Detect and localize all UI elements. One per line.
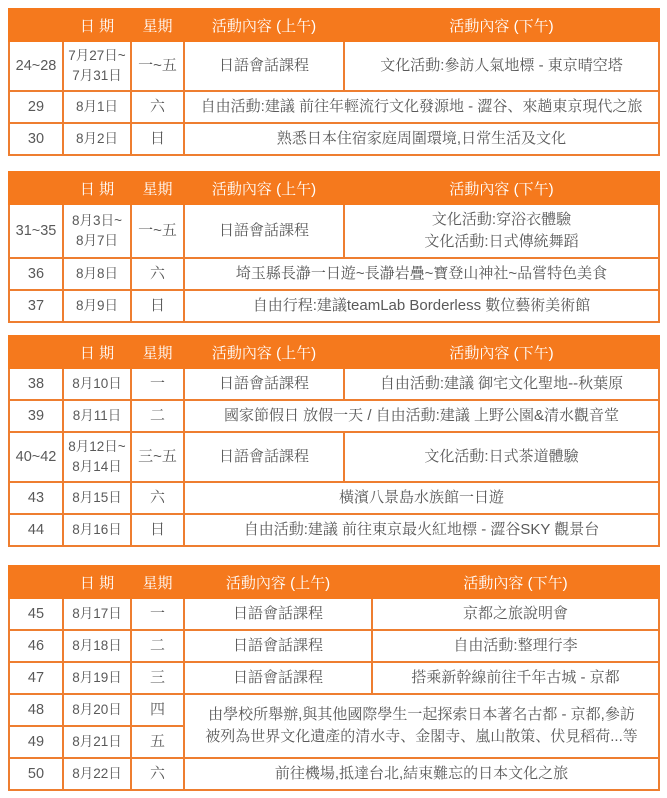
table-row xyxy=(9,400,659,432)
weekday-cell: 日 xyxy=(131,290,184,322)
date-cell: 8月22日 xyxy=(63,758,131,790)
day-number-cell: 44 xyxy=(9,514,63,546)
day-number-cell: 40~42 xyxy=(9,432,63,482)
activity-am-cell: 日語會話課程 xyxy=(184,41,344,91)
header-pm: 活動內容 (下午) xyxy=(372,566,659,598)
weekday-cell: 五 xyxy=(131,726,184,758)
date-cell: 8月20日 xyxy=(63,694,131,726)
header-week: 星期 xyxy=(131,566,184,598)
table-row xyxy=(9,258,659,290)
date-cell: 7月27日~ 7月31日 xyxy=(63,41,131,91)
date-cell: 8月16日 xyxy=(63,514,131,546)
header-am: 活動內容 (上午) xyxy=(184,566,372,598)
header-week: 星期 xyxy=(131,336,184,368)
weekday-cell: 三 xyxy=(131,662,184,694)
activity-full-cell: 熟悉日本住宿家庭周圍環境,日常生活及文化 xyxy=(184,123,659,155)
weekday-cell: 日 xyxy=(131,514,184,546)
activity-am-cell: 日語會話課程 xyxy=(184,630,372,662)
table-row xyxy=(9,290,659,322)
day-number-cell: 47 xyxy=(9,662,63,694)
date-cell: 8月8日 xyxy=(63,258,131,290)
weekday-cell: 二 xyxy=(131,400,184,432)
header-blank xyxy=(9,566,63,598)
table-row xyxy=(9,91,659,123)
header-date: 日 期 xyxy=(63,566,131,598)
weekday-cell: 六 xyxy=(131,758,184,790)
table-row xyxy=(9,662,659,694)
schedule-table-1 xyxy=(8,8,660,156)
date-cell: 8月15日 xyxy=(63,482,131,514)
activity-full-cell: 自由活動:建議 前往年輕流行文化發源地 - 澀谷、來趟東京現代之旅 xyxy=(184,91,659,123)
date-cell: 8月19日 xyxy=(63,662,131,694)
activity-full-cell: 埼玉縣長瀞一日遊~長瀞岩疊~寶登山神社~品嘗特色美食 xyxy=(184,258,659,290)
schedule-tables xyxy=(8,8,658,791)
weekday-cell: 二 xyxy=(131,630,184,662)
weekday-cell: 三~五 xyxy=(131,432,184,482)
table-row xyxy=(9,630,659,662)
schedule-table-4 xyxy=(8,565,660,791)
table-row xyxy=(9,432,659,482)
table-row xyxy=(9,204,659,258)
header-row xyxy=(9,9,659,41)
table-row xyxy=(9,514,659,546)
header-am: 活動內容 (上午) xyxy=(184,336,344,368)
weekday-cell: 六 xyxy=(131,258,184,290)
weekday-cell: 六 xyxy=(131,91,184,123)
date-cell: 8月17日 xyxy=(63,598,131,630)
header-am: 活動內容 (上午) xyxy=(184,9,344,41)
header-row xyxy=(9,566,659,598)
header-row xyxy=(9,172,659,204)
table-row xyxy=(9,598,659,630)
date-cell: 8月1日 xyxy=(63,91,131,123)
day-number-cell: 45 xyxy=(9,598,63,630)
date-cell: 8月9日 xyxy=(63,290,131,322)
weekday-cell: 日 xyxy=(131,123,184,155)
weekday-cell: 一~五 xyxy=(131,204,184,258)
activity-full-cell: 由學校所舉辦,與其他國際學生一起探索日本著名古都 - 京都,參訪 被列為世界文化遺產的清水寺、金閣寺、嵐山散策、伏見稻荷...等 xyxy=(184,694,659,758)
day-number-cell: 29 xyxy=(9,91,63,123)
weekday-cell: 一~五 xyxy=(131,41,184,91)
activity-full-cell: 橫濱八景島水族館一日遊 xyxy=(184,482,659,514)
date-cell: 8月12日~ 8月14日 xyxy=(63,432,131,482)
activity-full-cell: 自由活動:建議 前往東京最火紅地標 - 澀谷SKY 觀景台 xyxy=(184,514,659,546)
activity-full-cell: 前往機場,抵達台北,結束難忘的日本文化之旅 xyxy=(184,758,659,790)
activity-am-cell: 日語會話課程 xyxy=(184,368,344,400)
activity-pm-cell: 文化活動:參訪人氣地標 - 東京晴空塔 xyxy=(344,41,659,91)
table-row xyxy=(9,694,659,726)
activity-am-cell: 日語會話課程 xyxy=(184,204,344,258)
activity-full-cell: 自由行程:建議teamLab Borderless 數位藝術美術館 xyxy=(184,290,659,322)
activity-pm-cell: 京都之旅說明會 xyxy=(372,598,659,630)
date-cell: 8月18日 xyxy=(63,630,131,662)
table-row xyxy=(9,482,659,514)
header-blank xyxy=(9,172,63,204)
header-date: 日 期 xyxy=(63,336,131,368)
activity-am-cell: 日語會話課程 xyxy=(184,598,372,630)
header-pm: 活動內容 (下午) xyxy=(344,172,659,204)
weekday-cell: 一 xyxy=(131,368,184,400)
table-row xyxy=(9,41,659,91)
date-cell: 8月10日 xyxy=(63,368,131,400)
weekday-cell: 四 xyxy=(131,694,184,726)
day-number-cell: 38 xyxy=(9,368,63,400)
activity-am-cell: 日語會話課程 xyxy=(184,662,372,694)
header-pm: 活動內容 (下午) xyxy=(344,9,659,41)
schedule-table-2 xyxy=(8,171,660,323)
activity-pm-cell: 搭乘新幹線前往千年古城 - 京都 xyxy=(372,662,659,694)
day-number-cell: 46 xyxy=(9,630,63,662)
day-number-cell: 48 xyxy=(9,694,63,726)
weekday-cell: 一 xyxy=(131,598,184,630)
date-cell: 8月21日 xyxy=(63,726,131,758)
header-week: 星期 xyxy=(131,172,184,204)
header-pm: 活動內容 (下午) xyxy=(344,336,659,368)
activity-pm-cell: 文化活動:日式茶道體驗 xyxy=(344,432,659,482)
activity-full-cell: 國家節假日 放假一天 / 自由活動:建議 上野公園&清水觀音堂 xyxy=(184,400,659,432)
table-row xyxy=(9,123,659,155)
day-number-cell: 50 xyxy=(9,758,63,790)
date-cell: 8月2日 xyxy=(63,123,131,155)
header-date: 日 期 xyxy=(63,172,131,204)
day-number-cell: 49 xyxy=(9,726,63,758)
weekday-cell: 六 xyxy=(131,482,184,514)
header-am: 活動內容 (上午) xyxy=(184,172,344,204)
day-number-cell: 31~35 xyxy=(9,204,63,258)
header-blank xyxy=(9,336,63,368)
activity-pm-cell: 自由活動:建議 御宅文化聖地--秋葉原 xyxy=(344,368,659,400)
schedule-table-3 xyxy=(8,335,660,547)
header-date: 日 期 xyxy=(63,9,131,41)
header-week: 星期 xyxy=(131,9,184,41)
date-cell: 8月11日 xyxy=(63,400,131,432)
activity-pm-cell: 自由活動:整理行李 xyxy=(372,630,659,662)
day-number-cell: 43 xyxy=(9,482,63,514)
table-row xyxy=(9,758,659,790)
day-number-cell: 24~28 xyxy=(9,41,63,91)
day-number-cell: 37 xyxy=(9,290,63,322)
header-row xyxy=(9,336,659,368)
day-number-cell: 39 xyxy=(9,400,63,432)
day-number-cell: 30 xyxy=(9,123,63,155)
activity-am-cell: 日語會話課程 xyxy=(184,432,344,482)
table-row xyxy=(9,368,659,400)
date-cell: 8月3日~ 8月7日 xyxy=(63,204,131,258)
day-number-cell: 36 xyxy=(9,258,63,290)
activity-pm-cell: 文化活動:穿浴衣體驗 文化活動:日式傳統舞蹈 xyxy=(344,204,659,258)
header-blank xyxy=(9,9,63,41)
